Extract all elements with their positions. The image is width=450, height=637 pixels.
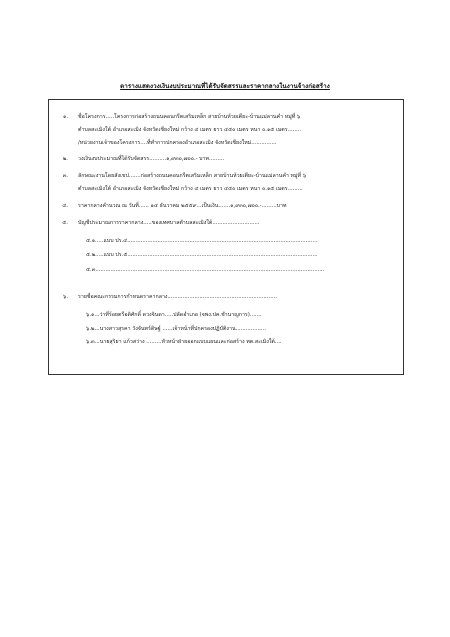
document-title: ตารางแสดงวงเงินงบประมาณที่ได้รับจัดสรรและราคากลางในงานจ้างก่อสร้าง	[120, 83, 330, 90]
committee-member-2: ๖.๒...นางสาวสุรคา วังจันทร์ดิษฐ์ ......เจ้าหน้าที่ปกครองปฏิบัติงาน..................	[86, 326, 266, 332]
item-3-line-2: ตำบลสะเมิงใต้ อำเภอสะเมิง จังหวัดเชียงใหม่ กว้าง ๔ เมตร ยาว ๔๕๐ เมตร หนา ๐.๑๕ เมตร.........	[78, 186, 303, 192]
item-4-line-1: ราคากลางคำนวณ ณ วันที่...... ๑๔ ธันวาคม ๒๕๕๙...เป็นเงิน.......๑,๙๓๐,๗๐๐.-.........บาท	[78, 203, 287, 209]
committee-member-3: ๖.๓...นายสุริยา แก้วสว่าง .........หัวหน้าฝ่ายออกแบบแผนและก่อสร้าง ทต.สะเมิงใต้....	[86, 339, 282, 345]
item-5-line-1: บัญชีประมาณการราคากลาง.....ของเทศบาลตำบลสะเมิงใต้............................	[78, 220, 260, 226]
item-3-line-1: ลักษณะงานโดยสังเขป.......ก่อสร้างถนนคอนกรีตเสริมเหล็ก สายบ้านห้วยเตียะ-บ้านแม่ลานคำ หมู่ที่ ๖	[78, 173, 307, 179]
committee-member-1: ๖.๑...ว่าที่ร้อยตรีอดิศักดิ์ ดวงจินดา.....ปลัดอำเภอ (จพง.ปค.ชำนาญการ).......	[86, 312, 262, 318]
item-5-1: ๕.๑.....แบบ ปร.๔.................................................................................................................	[86, 238, 318, 244]
item-number: ๒.	[62, 156, 68, 162]
item-6-label: รายชื่อคณะกรรมการกำหนดราคากลาง.................................................................	[78, 294, 277, 300]
item-1-line-1: ชื่อโครงการ.....โครงการก่อสร้างถนนคอนกรีตเสริมเหล็ก สายบ้านห้วยเตียะ-บ้านแม่ลานคำ หมู่ที่ ๖	[78, 114, 301, 120]
item-5-2: ๕.๒.....แบบ ปร.๕.................................................................................................................	[86, 252, 318, 258]
item-number: ๑.	[62, 114, 68, 120]
item-number: ๔.	[62, 203, 68, 209]
item-2-line-1: วงเงินงบประมาณที่ได้รับจัดสรร..........๑,๙๓๐,๗๐๐.- บาท.........	[78, 156, 225, 162]
item-number: ๖.	[62, 294, 68, 300]
item-5-3: ๕.๓........................................................................................................................................	[86, 267, 325, 273]
item-number: ๓.	[62, 173, 68, 179]
item-number: ๕.	[62, 220, 68, 226]
item-1-line-2: ตำบลสะเมิงใต้ อำเภอสะเมิง จังหวัดเชียงใหม่ กว้าง ๔ เมตร ยาว ๔๕๐ เมตร หนา ๐.๑๕ เมตร........	[78, 127, 302, 133]
item-1-line-3: /หน่วยงานเจ้าของโครงการ....ที่ทำการปกครองอำเภอสะเมิง จังหวัดเชียงใหม่...............	[78, 140, 277, 146]
